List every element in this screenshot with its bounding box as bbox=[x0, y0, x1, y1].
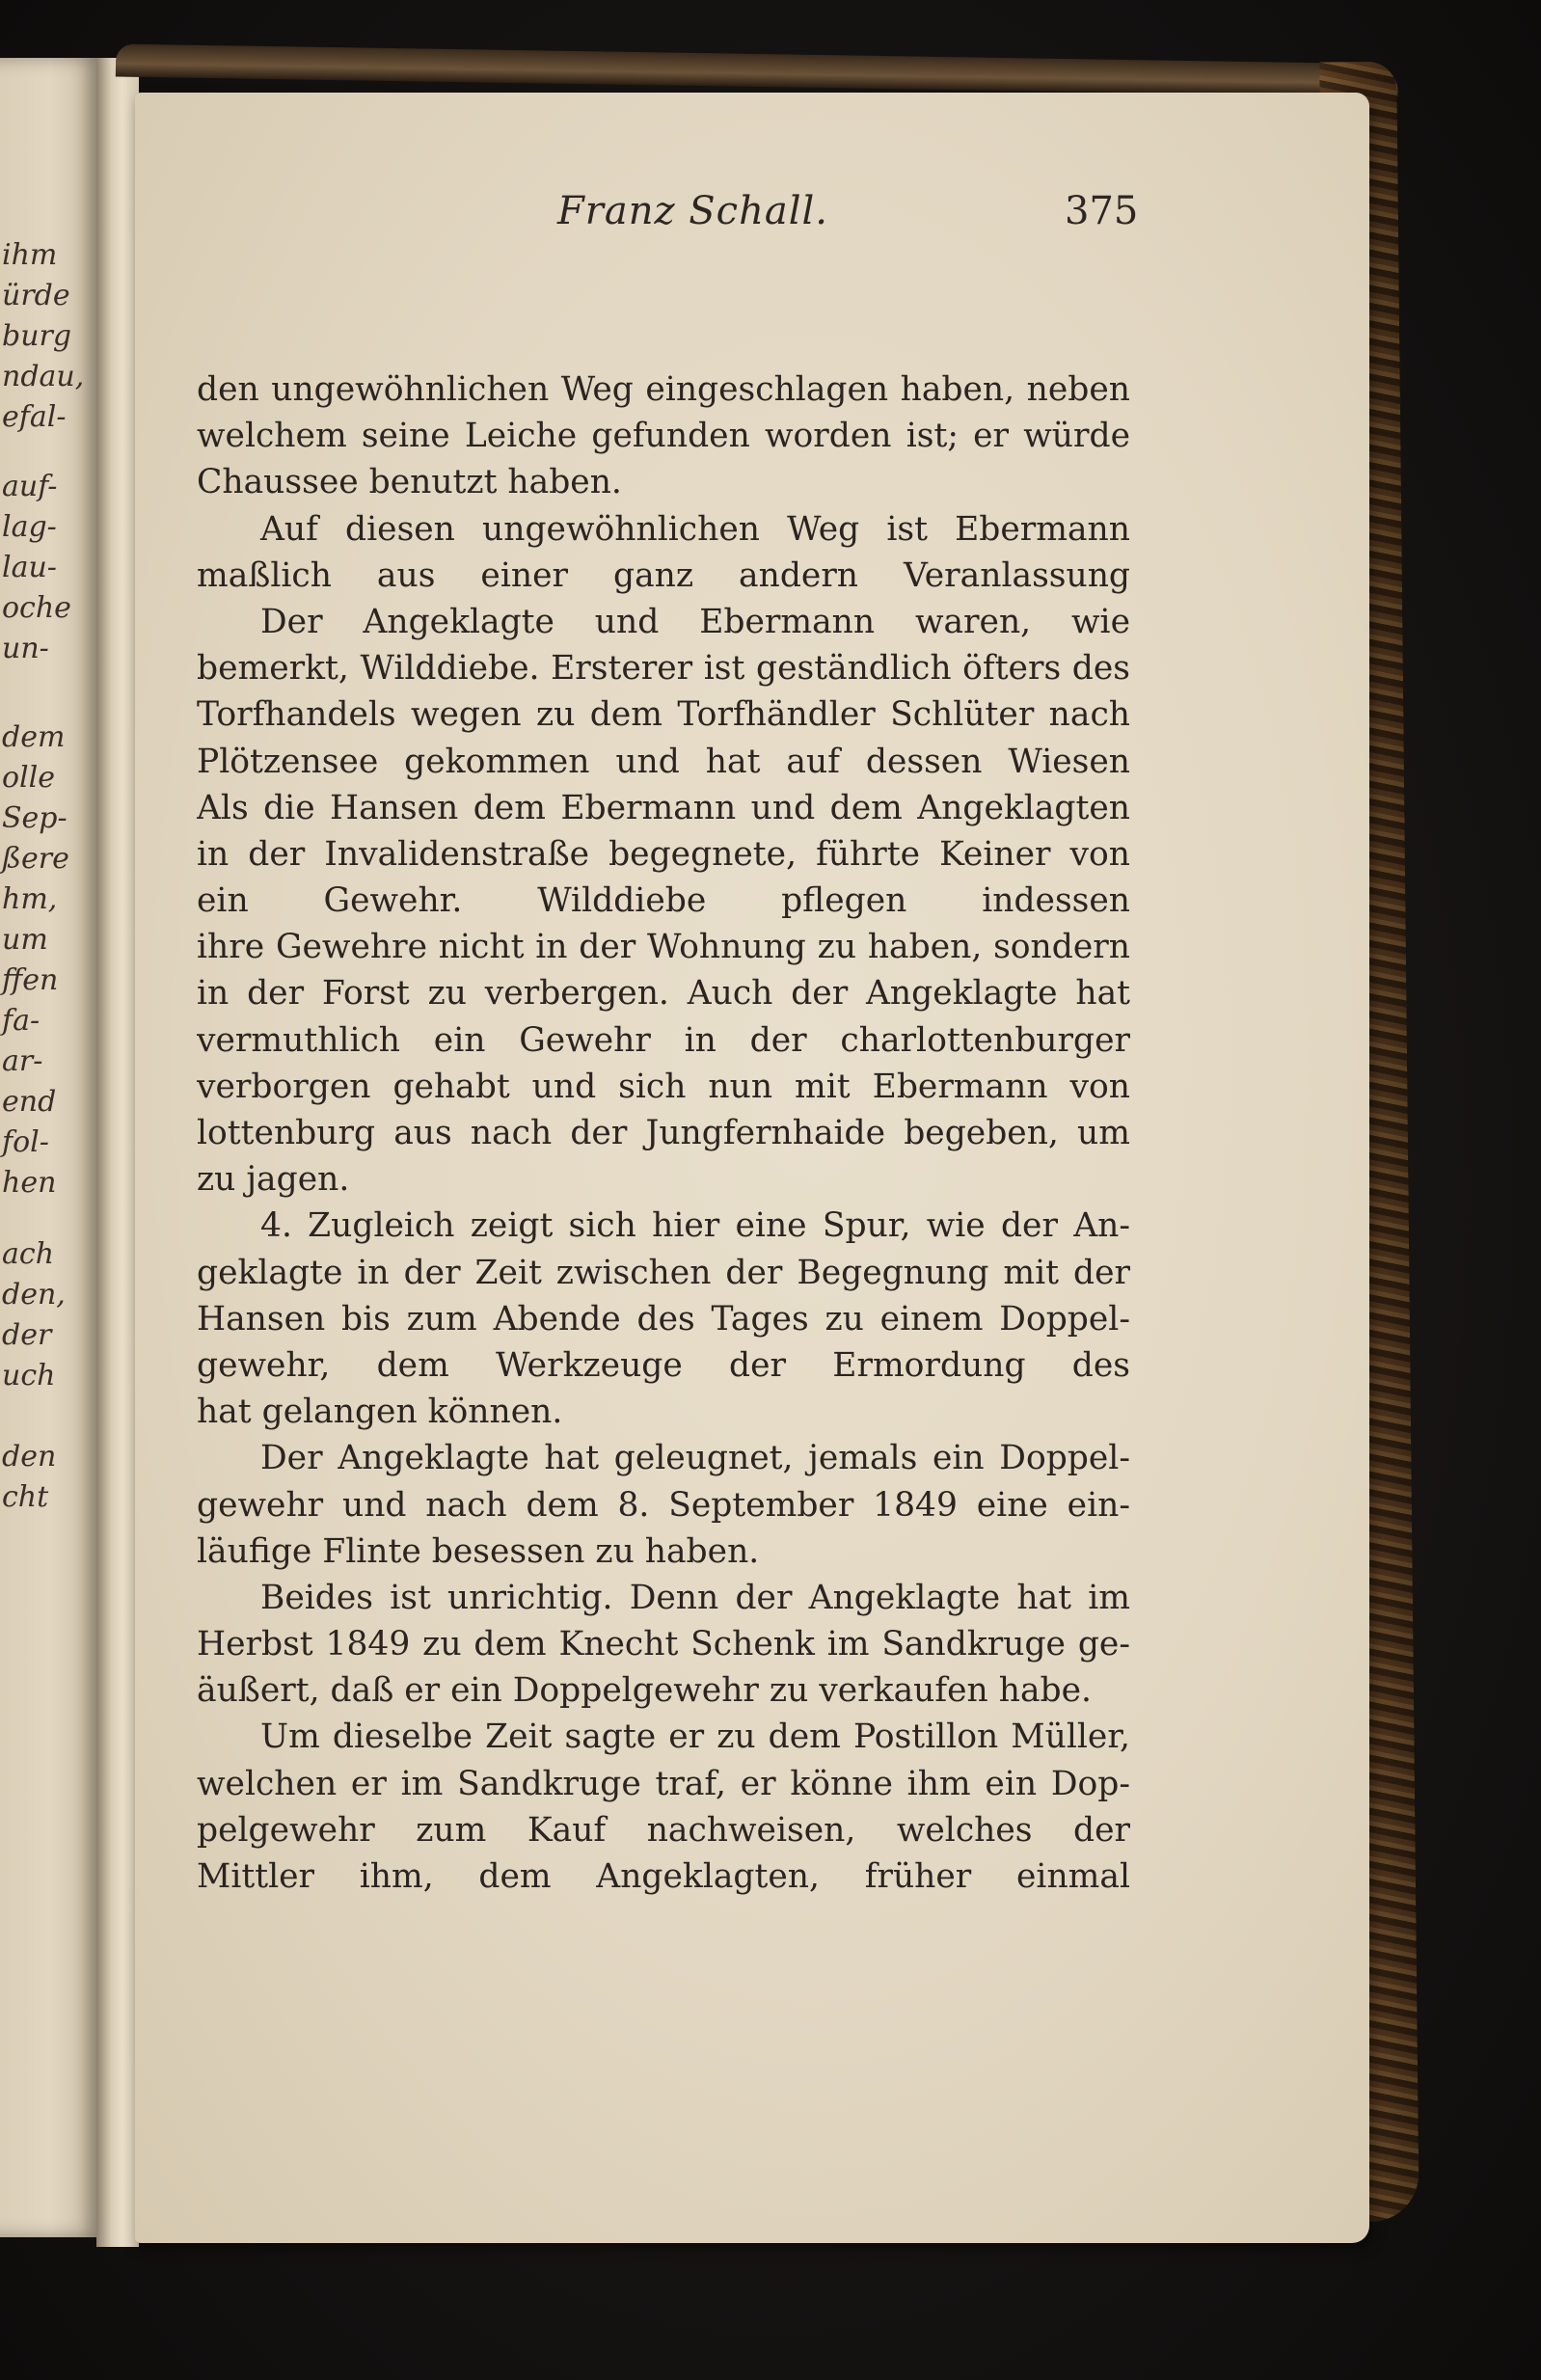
book-cover-top-edge bbox=[116, 44, 1398, 97]
previous-page-text-fragment: hm, bbox=[2, 882, 58, 916]
text-line: in der Forst zu verbergen. Auch der Angeklagte hat bbox=[197, 974, 1130, 1014]
text-line: Auf diesen ungewöhnlichen Weg ist Ebermann bbox=[260, 509, 1130, 549]
text-line: Plötzensee gekommen und hat auf dessen Wiesen bbox=[197, 742, 1130, 781]
previous-page-text-fragment: end bbox=[2, 1085, 57, 1119]
previous-page-text-fragment: ürde bbox=[2, 279, 70, 312]
text-line: ihre Gewehre nicht in der Wohnung zu haben, sondern bbox=[197, 928, 1130, 967]
previous-page-text-fragment: ndau, bbox=[2, 360, 85, 393]
previous-page-text-fragment: un- bbox=[2, 632, 49, 665]
text-line: gewehr, dem Werkzeuge der Ermordung des bbox=[197, 1345, 1130, 1385]
previous-page-text-fragment: fa- bbox=[2, 1004, 41, 1038]
text-line: lottenburg aus nach der Jungfernhaide begeben, um bbox=[197, 1114, 1130, 1152]
text-line: äußert, daß er ein Doppelgewehr zu verkaufen habe. bbox=[197, 1671, 1092, 1711]
previous-page-text-fragment: um bbox=[2, 923, 48, 957]
previous-page-text-fragment: oche bbox=[2, 591, 71, 625]
text-line: in der Invalidenstraße begegnete, führte Keiner von bbox=[197, 834, 1130, 874]
text-line: Der Angeklagte hat geleugnet, jemals ein Doppel- bbox=[260, 1439, 1130, 1478]
previous-page-text-fragment: ffen bbox=[2, 963, 59, 997]
text-line: verborgen gehabt und sich nun mit Ebermann von bbox=[197, 1067, 1130, 1106]
text-line: Beides ist unrichtig. Denn der Angeklagte hat im bbox=[260, 1578, 1130, 1617]
previous-page-edge bbox=[0, 58, 96, 2237]
previous-page-text-fragment: ach bbox=[2, 1237, 55, 1271]
previous-page-text-fragment: ar- bbox=[2, 1044, 43, 1078]
previous-page-text-fragment: ihm bbox=[2, 238, 58, 272]
text-line: Chaussee benutzt haben. bbox=[197, 463, 622, 502]
text-line: vermuthlich ein Gewehr in der charlottenburger bbox=[197, 1020, 1130, 1060]
text-line: Hansen bis zum Abende des Tages zu einem Doppel- bbox=[197, 1299, 1130, 1339]
previous-page-text-fragment: den, bbox=[2, 1278, 66, 1312]
page-header bbox=[0, 189, 1541, 247]
text-line: maßlich aus einer ganz andern Veranlassung bbox=[197, 555, 1130, 595]
previous-page-text-fragment: hen bbox=[2, 1166, 57, 1200]
text-line: den ungewöhnlichen Weg eingeschlagen haben, neben bbox=[197, 370, 1130, 409]
text-line: 4. Zugleich zeigt sich hier eine Spur, wie der An- bbox=[260, 1206, 1130, 1246]
text-line: läufige Flinte besessen zu haben. bbox=[197, 1531, 760, 1571]
text-line: Um dieselbe Zeit sagte er zu dem Postillon Müller, bbox=[260, 1717, 1130, 1757]
page-body-text bbox=[197, 366, 1130, 1900]
text-line: Herbst 1849 zu dem Knecht Schenk im Sandkruge ge- bbox=[197, 1625, 1130, 1664]
page-gutter bbox=[96, 58, 139, 2247]
text-line: pelgewehr zum Kauf nachweisen, welches der bbox=[197, 1810, 1130, 1850]
text-line: ein Gewehr. Wilddiebe pflegen indessen bbox=[197, 881, 1130, 921]
previous-page-text-fragment: lau- bbox=[2, 551, 57, 584]
text-line: Mittler ihm, dem Angeklagten, früher einmal bbox=[197, 1857, 1130, 1896]
text-line: zu jagen. bbox=[197, 1160, 350, 1200]
page-number: 375 bbox=[1065, 189, 1139, 233]
text-line: gewehr und nach dem 8. September 1849 eine ein- bbox=[197, 1485, 1130, 1525]
previous-page-text-fragment: efal- bbox=[2, 400, 67, 434]
text-line: welchem seine Leiche gefunden worden ist; er würde bbox=[197, 417, 1130, 456]
previous-page-text-fragment: auf- bbox=[2, 470, 58, 503]
previous-page-text-fragment: burg bbox=[2, 319, 72, 353]
text-line: Als die Hansen dem Ebermann und dem Angeklagten bbox=[197, 788, 1130, 827]
previous-page-text-fragment: lag- bbox=[2, 510, 57, 544]
previous-page-text-fragment: cht bbox=[2, 1480, 49, 1514]
running-head: Franz Schall. bbox=[557, 189, 828, 233]
text-line: geklagte in der Zeit zwischen der Begegnung mit der bbox=[197, 1253, 1130, 1292]
text-line: Torfhandels wegen zu dem Torfhändler Schlüter nach bbox=[197, 695, 1130, 735]
previous-page-text-fragment: fol- bbox=[2, 1125, 49, 1159]
previous-page-text-fragment: ßere bbox=[2, 842, 69, 876]
previous-page-text-fragment: den bbox=[2, 1440, 57, 1474]
previous-page-text-fragment: olle bbox=[2, 761, 56, 795]
previous-page-text-fragment: der bbox=[2, 1318, 52, 1352]
text-line: Der Angeklagte und Ebermann waren, wie bbox=[260, 602, 1130, 641]
text-line: bemerkt, Wilddiebe. Ersterer ist geständlich öfters des bbox=[197, 649, 1130, 689]
text-line: welchen er im Sandkruge traf, er könne ihm ein Dop- bbox=[197, 1764, 1130, 1803]
previous-page-text-fragment: dem bbox=[2, 720, 66, 754]
previous-page-text-fragment: uch bbox=[2, 1359, 56, 1393]
previous-page-text-fragment: Sep- bbox=[2, 801, 68, 835]
text-line: hat gelangen können. bbox=[197, 1393, 563, 1432]
